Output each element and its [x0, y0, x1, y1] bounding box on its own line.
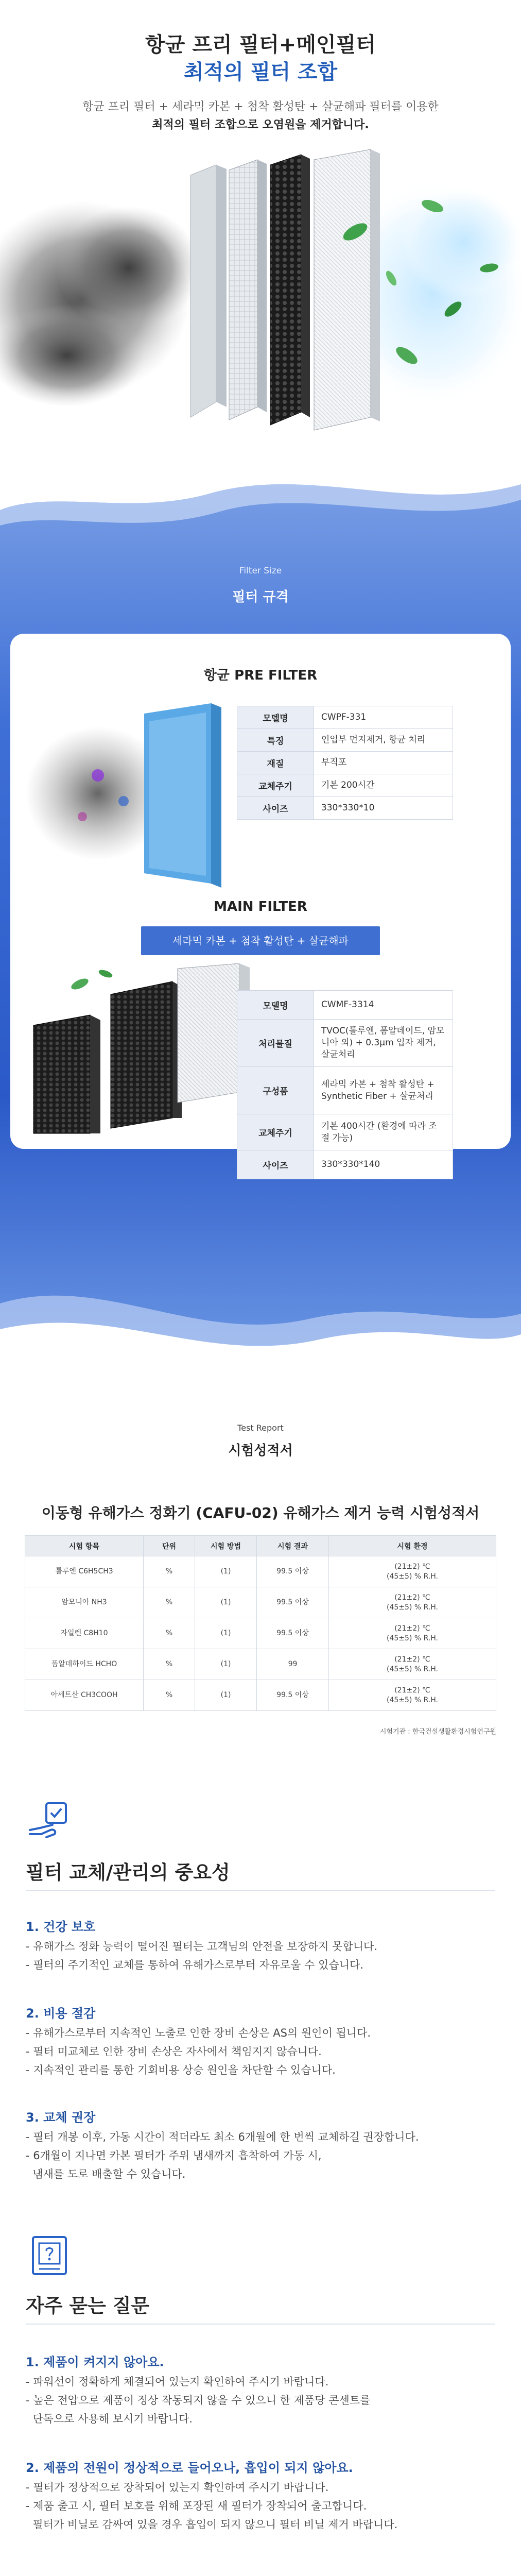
importance-line: - 유해가스 정화 능력이 떨어진 필터는 고객님의 안전을 보장하지 못합니다.	[26, 1940, 377, 1953]
main-filter-spec-table	[237, 990, 453, 1179]
importance-heading: 필터 교체/관리의 중요성	[26, 1861, 230, 1884]
faq-answer-line: 필터가 비닐로 감싸여 있을 경우 흡입이 되지 않으니 필터 비닐 제거 바랍니다.	[26, 2518, 398, 2531]
filter-stack-illustration	[0, 139, 521, 448]
info-section	[0, 1788, 521, 2576]
section-divider	[26, 2324, 495, 2325]
pre-filter-spec-table	[237, 706, 453, 820]
test-env	[329, 1587, 496, 1618]
spec-value: 기본 200시간	[314, 774, 453, 797]
wave-decoration-top	[0, 453, 521, 556]
test-report-section	[0, 1376, 521, 1788]
test-unit: %	[144, 1587, 195, 1618]
section-divider	[26, 1890, 495, 1891]
test-result: 99.5 이상	[257, 1618, 329, 1649]
hand-care-icon	[26, 1798, 73, 1845]
faq-answer-line: - 높은 전압으로 제품이 정상 작동되지 않을 수 있으니 한 제품당 콘센트를	[26, 2394, 371, 2406]
test-env-humidity: (45±5) % R.H.	[387, 1634, 438, 1642]
importance-line: 냄새를 도로 배출할 수 있습니다.	[26, 2168, 186, 2180]
test-env-temp: (21±2) ℃	[394, 1624, 430, 1633]
table-row	[25, 1556, 496, 1587]
test-env-temp: (21±2) ℃	[394, 1563, 430, 1571]
test-item: 암모니아 NH3	[25, 1587, 144, 1618]
test-env	[329, 1649, 496, 1680]
importance-line: - 필터 미교체로 인한 장비 손상은 자사에서 책임지지 않습니다.	[26, 2045, 322, 2058]
table-row	[25, 1618, 496, 1649]
test-env	[329, 1618, 496, 1649]
hero-description-bold: 최적의 필터 조합으로 오염원을 제거합니다.	[152, 118, 369, 131]
table-row	[25, 1649, 496, 1680]
importance-subtitle: 3. 교체 권장	[26, 2110, 96, 2125]
test-env-temp: (21±2) ℃	[394, 1594, 430, 1602]
spec-value: 부직포	[314, 752, 453, 774]
test-env-humidity: (45±5) % R.H.	[387, 1572, 438, 1581]
importance-line: - 지속적인 관리를 통한 기회비용 상승 원인을 차단할 수 있습니다.	[26, 2064, 336, 2076]
test-env-humidity: (45±5) % R.H.	[387, 1696, 438, 1704]
report-institution-note: 시험기관 : 한국건설생활환경시험연구원	[379, 1728, 496, 1736]
report-heading: 시험성적서	[228, 1443, 293, 1459]
spec-value: 인입부 먼지제거, 항균 처리	[314, 729, 453, 752]
spec-label: 교체주기	[237, 774, 314, 797]
table-row	[25, 1587, 496, 1618]
test-unit: %	[144, 1649, 195, 1680]
spec-eyebrow: Filter Size	[239, 566, 282, 576]
column-header: 시험 항목	[25, 1536, 144, 1556]
test-env	[329, 1680, 496, 1711]
importance-line: - 유해가스로부터 지속적인 노출로 인한 장비 손상은 AS의 원인이 됩니다.	[26, 2027, 371, 2039]
table-row	[25, 1680, 496, 1711]
test-unit: %	[144, 1618, 195, 1649]
test-unit: %	[144, 1556, 195, 1587]
test-item: 톨루엔 C6H5CH3	[25, 1556, 144, 1587]
wave-decoration-bottom	[0, 1242, 521, 1376]
test-method: (1)	[195, 1680, 257, 1711]
faq-document-icon	[26, 2232, 73, 2279]
spec-value: 330*330*140	[314, 1150, 453, 1179]
column-header: 시험 결과	[257, 1536, 329, 1556]
faq-answer-line: 단독으로 사용해 보시기 바랍니다.	[26, 2413, 193, 2425]
spec-label: 사이즈	[237, 1150, 314, 1179]
test-result: 99	[257, 1649, 329, 1680]
hero-description: 항균 프리 필터 + 세라믹 카본 + 첨착 활성탄 + 살균해파 필터를 이용한	[82, 100, 439, 113]
test-report-table	[25, 1535, 496, 1711]
test-method: (1)	[195, 1556, 257, 1587]
main-filter-image	[23, 963, 255, 1139]
test-item: 아세트산 CH3COOH	[25, 1680, 144, 1711]
main-filter-title: MAIN FILTER	[214, 899, 307, 914]
test-env-temp: (21±2) ℃	[394, 1655, 430, 1664]
spec-value: TVOC(톨루엔, 폼알데이드, 암모니아 외) + 0.3μm 입자 제거, 살균처리	[314, 1020, 453, 1067]
report-title: 이동형 유해가스 정화기 (CAFU-02) 유해가스 제거 능력 시험성적서	[41, 1504, 480, 1521]
hero-section	[0, 0, 521, 453]
test-item: 폼알데하이드 HCHO	[25, 1649, 144, 1680]
filter-spec-section	[0, 453, 521, 1376]
spec-heading: 필터 규격	[232, 589, 289, 605]
test-env-temp: (21±2) ℃	[394, 1686, 430, 1695]
importance-subtitle: 1. 건강 보호	[26, 1920, 96, 1934]
spec-card	[10, 634, 511, 1171]
pre-filter-title: 항균 PRE FILTER	[203, 668, 318, 683]
spec-label: 구성품	[237, 1067, 314, 1114]
hero-subtitle: 최적의 필터 조합	[183, 60, 338, 84]
spec-value: 세라믹 카본 + 첨착 활성탄 + Synthetic Fiber + 살균처리	[314, 1067, 453, 1114]
spec-label: 특징	[237, 729, 314, 752]
test-result: 99.5 이상	[257, 1587, 329, 1618]
spec-value: 330*330*10	[314, 797, 453, 820]
test-method: (1)	[195, 1587, 257, 1618]
spec-label: 처리물질	[237, 1020, 314, 1067]
importance-line: - 필터의 주기적인 교체를 통하여 유해가스로부터 자유로울 수 있습니다.	[26, 1959, 363, 1971]
spec-value: 기본 400시간 (환경에 따라 조절 가능)	[314, 1114, 453, 1150]
test-unit: %	[144, 1680, 195, 1711]
importance-subtitle: 2. 비용 절감	[26, 2006, 96, 2021]
column-header: 단위	[144, 1536, 195, 1556]
importance-line: - 6개월이 지나면 카본 필터가 주위 냄새까지 흡착하여 가동 시,	[26, 2149, 322, 2162]
hero-title: 항균 프리 필터+메인필터	[145, 33, 376, 57]
faq-answer-line: - 파워선이 정확하게 체결되어 있는지 확인하여 주시기 바랍니다.	[26, 2376, 329, 2388]
importance-line: - 필터 개봉 이후, 가동 시간이 적더라도 최소 6개월에 한 번씩 교체하길 권장합니다.	[26, 2131, 419, 2143]
spec-label: 사이즈	[237, 797, 314, 820]
test-result: 99.5 이상	[257, 1556, 329, 1587]
test-item: 자일렌 C8H10	[25, 1618, 144, 1649]
faq-answer-line: - 제품 출고 시, 필터 보호를 위해 포장된 새 필터가 장착되어 출고합니다.	[26, 2500, 367, 2512]
faq-question: 2. 제품의 전원이 정상적으로 들어오나, 흡입이 되지 않아요.	[26, 2461, 353, 2475]
spec-label: 재질	[237, 752, 314, 774]
table-header-row	[25, 1536, 496, 1556]
faq-answer-line: - 필터가 정상적으로 장착되어 있는지 확인하여 주시기 바랍니다.	[26, 2481, 329, 2494]
pre-filter-image	[26, 698, 252, 889]
spec-label: 교체주기	[237, 1114, 314, 1150]
spec-value: CWMF-3314	[314, 991, 453, 1020]
spec-label: 모델명	[237, 706, 314, 729]
test-env	[329, 1556, 496, 1587]
main-filter-composition: 세라믹 카본 + 첨착 활성탄 + 살균해파	[141, 926, 380, 955]
test-env-humidity: (45±5) % R.H.	[387, 1603, 438, 1612]
column-header: 시험 환경	[329, 1536, 496, 1556]
test-result: 99.5 이상	[257, 1680, 329, 1711]
test-method: (1)	[195, 1649, 257, 1680]
column-header: 시험 방법	[195, 1536, 257, 1556]
spec-label: 모델명	[237, 991, 314, 1020]
spec-value: CWPF-331	[314, 706, 453, 729]
faq-heading: 자주 묻는 질문	[26, 2295, 150, 2317]
test-method: (1)	[195, 1618, 257, 1649]
faq-question: 1. 제품이 켜지지 않아요.	[26, 2355, 164, 2369]
test-env-humidity: (45±5) % R.H.	[387, 1665, 438, 1673]
report-eyebrow: Test Report	[237, 1423, 284, 1433]
